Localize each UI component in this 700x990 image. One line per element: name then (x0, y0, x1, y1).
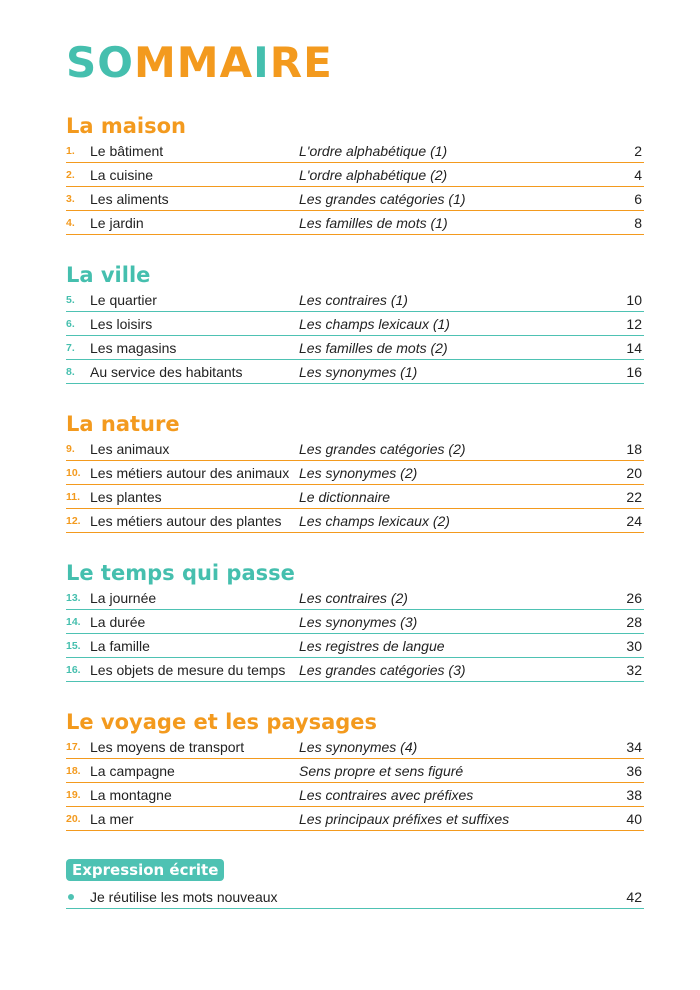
toc-row[interactable] (66, 313, 644, 336)
toc-row[interactable] (66, 784, 644, 807)
toc-row[interactable] (66, 760, 644, 783)
page-number: 30 (626, 638, 642, 654)
chapter-name: Les moyens de transport (90, 739, 245, 755)
chapter-name: Le quartier (90, 292, 157, 308)
toc-row[interactable] (66, 289, 644, 312)
chapter-name: Le jardin (90, 215, 144, 231)
lesson-title: Les grandes catégories (1) (299, 191, 466, 207)
section (66, 708, 644, 831)
toc-row[interactable] (66, 212, 644, 235)
lesson-title: Les registres de langue (299, 638, 445, 654)
section (66, 112, 644, 235)
page-number: 34 (626, 739, 642, 755)
lesson-title: Les synonymes (1) (299, 364, 418, 380)
lesson-title: Le dictionnaire (299, 489, 391, 505)
section-title: Le voyage et les paysages (66, 710, 378, 734)
expression-row[interactable] (66, 886, 644, 909)
toc-row[interactable] (66, 635, 644, 658)
page-number: 26 (626, 590, 642, 606)
chapter-name: Les métiers autour des animaux (90, 465, 290, 481)
chapter-name: Les métiers autour des plantes (90, 513, 282, 529)
toc-row[interactable] (66, 140, 644, 163)
page-number: 4 (634, 167, 642, 183)
chapter-name: Le bâtiment (90, 143, 164, 159)
chapter-name: Les aliments (90, 191, 169, 207)
toc-row[interactable] (66, 659, 644, 682)
chapter-name: La cuisine (90, 167, 154, 183)
page-number: 14 (626, 340, 642, 356)
chapter-number: 13. (66, 592, 81, 604)
title-letter: R (269, 38, 304, 87)
chapter-name: Les animaux (90, 441, 170, 457)
title-letter: A (219, 38, 254, 87)
lesson-title: Les grandes catégories (3) (299, 662, 466, 678)
expression-section (66, 859, 644, 909)
lesson-title: Les synonymes (4) (299, 739, 418, 755)
chapter-number: 6. (66, 318, 75, 330)
chapter-number: 2. (66, 169, 75, 181)
section-title: Le temps qui passe (66, 561, 295, 585)
title-letter: I (253, 38, 270, 87)
lesson-title: Les synonymes (2) (299, 465, 418, 481)
chapter-name: La journée (90, 590, 157, 606)
lesson-title: Les familles de mots (1) (299, 215, 448, 231)
lesson-title: Les synonymes (3) (299, 614, 418, 630)
page-number: 10 (626, 292, 642, 308)
lesson-title: Les champs lexicaux (2) (299, 513, 450, 529)
chapter-name: La durée (90, 614, 146, 630)
chapter-number: 12. (66, 515, 81, 527)
lesson-title: Les contraires (2) (299, 590, 408, 606)
lesson-title: Les principaux préfixes et suffixes (299, 811, 510, 827)
expression-item-name: Je réutilise les mots nouveaux (90, 889, 278, 905)
toc-row[interactable] (66, 462, 644, 485)
section-title: La nature (66, 412, 180, 436)
section (66, 559, 644, 682)
toc-row[interactable] (66, 587, 644, 610)
page-number: 36 (626, 763, 642, 779)
toc-row[interactable] (66, 611, 644, 634)
page-number: 6 (634, 191, 642, 207)
page-title (66, 38, 644, 88)
toc-row[interactable] (66, 361, 644, 384)
lesson-title: Les contraires avec préfixes (299, 787, 474, 803)
lesson-title: Les contraires (1) (299, 292, 408, 308)
page-number: 38 (626, 787, 642, 803)
title-letter: M (176, 38, 220, 87)
chapter-number: 11. (66, 491, 81, 503)
chapter-name: Les loisirs (90, 316, 153, 332)
chapter-name: Au service des habitants (90, 364, 243, 380)
page-number: 8 (634, 215, 642, 231)
chapter-number: 7. (66, 342, 75, 354)
toc-row[interactable] (66, 164, 644, 187)
toc-row[interactable] (66, 188, 644, 211)
section (66, 261, 644, 384)
title-letter: O (97, 38, 134, 87)
chapter-number: 5. (66, 294, 75, 306)
page-number: 40 (626, 811, 642, 827)
page-number: 24 (626, 513, 642, 529)
expression-item-page: 42 (626, 889, 642, 905)
chapter-name: La famille (90, 638, 150, 654)
chapter-number: 10. (66, 467, 81, 479)
toc-row[interactable] (66, 736, 644, 759)
page-number: 12 (626, 316, 642, 332)
chapter-name: Les magasins (90, 340, 177, 356)
chapter-name: La montagne (90, 787, 172, 803)
chapter-number: 1. (66, 145, 75, 157)
chapter-number: 20. (66, 813, 81, 825)
table-of-contents (66, 38, 644, 910)
lesson-title: Les champs lexicaux (1) (299, 316, 450, 332)
chapter-name: La campagne (90, 763, 175, 779)
chapter-name: Les objets de mesure du temps (90, 662, 286, 678)
chapter-number: 16. (66, 664, 81, 676)
section-title: La ville (66, 263, 151, 287)
title-letter: S (66, 38, 98, 87)
chapter-name: La mer (90, 811, 134, 827)
page-number: 28 (626, 614, 642, 630)
toc-row[interactable] (66, 486, 644, 509)
lesson-title: L'ordre alphabétique (2) (299, 167, 448, 183)
lesson-title: Les familles de mots (2) (299, 340, 448, 356)
page-number: 22 (626, 489, 642, 505)
bullet-icon (66, 894, 90, 900)
title-letter: M (133, 38, 177, 87)
chapter-name: Les plantes (90, 489, 162, 505)
page-number: 18 (626, 441, 642, 457)
section (66, 410, 644, 533)
lesson-title: Les grandes catégories (2) (299, 441, 466, 457)
chapter-number: 19. (66, 789, 81, 801)
page-number: 32 (626, 662, 642, 678)
chapter-number: 15. (66, 640, 81, 652)
chapter-number: 9. (66, 443, 75, 455)
expression-badge: Expression écrite (66, 859, 224, 881)
chapter-number: 3. (66, 193, 75, 205)
lesson-title: L'ordre alphabétique (1) (299, 143, 448, 159)
chapter-number: 8. (66, 366, 75, 378)
lesson-title: Sens propre et sens figuré (299, 763, 464, 779)
title-letter: E (303, 38, 333, 87)
chapter-number: 4. (66, 217, 75, 229)
sections-list (66, 112, 644, 831)
page-number: 20 (626, 465, 642, 481)
toc-row[interactable] (66, 337, 644, 360)
toc-row[interactable] (66, 510, 644, 533)
page-number: 2 (634, 143, 642, 159)
section-title: La maison (66, 114, 186, 138)
page-number: 16 (626, 364, 642, 380)
toc-row[interactable] (66, 808, 644, 831)
chapter-number: 17. (66, 741, 81, 753)
toc-row[interactable] (66, 438, 644, 461)
chapter-number: 18. (66, 765, 81, 777)
chapter-number: 14. (66, 616, 81, 628)
